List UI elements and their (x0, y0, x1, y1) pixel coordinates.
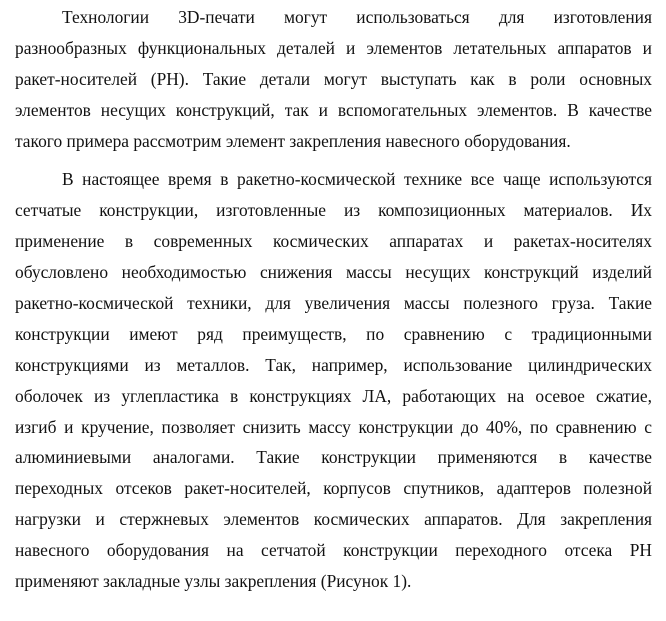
text-line: навесного оборудования на сетчатой конструкции переходного отсека РН (15, 540, 652, 561)
text-line: В настоящее время в ракетно-космической технике все чаще используются (62, 169, 652, 190)
document-page (15, 0, 652, 597)
paragraph-spacer (15, 156, 652, 164)
text-line: применение в современных космических аппаратах и ракетах-носителях (15, 231, 652, 252)
text-line: оболочек из углепластика в конструкциях ЛА, работающих на осевое сжатие, (15, 385, 652, 406)
text-line: элементов несущих конструкций, так и вспомогательных элементов. В качестве (15, 99, 652, 120)
text-line: нагрузки и стержневых элементов космических аппаратов. Для закрепления (15, 509, 652, 530)
text-line: переходных отсеков ракет-носителей, корпусов спутников, адаптеров полезной (15, 478, 652, 499)
text-line: сетчатые конструкции, изготовленные из композиционных материалов. Их (15, 200, 652, 221)
paragraph-2 (15, 164, 652, 596)
text-line: Технологии 3D-печати могут использоваться для изготовления (62, 7, 652, 27)
text-line: изгиб и кручение, позволяет снизить массу конструкции до 40%, по сравнению с (15, 416, 652, 437)
text-line: алюминиевыми аналогами. Такие конструкции применяются в качестве (15, 447, 652, 468)
text-line: разнообразных функциональных деталей и элементов летательных аппаратов и (15, 37, 652, 58)
text-line: ракет-носителей (РН). Такие детали могут выступать как в роли основных (15, 68, 652, 89)
text-line: ракетно-космической техники, для увеличения массы полезного груза. Такие (15, 293, 652, 314)
text-line: такого примера рассмотрим элемент закрепления навесного оборудования. (15, 130, 571, 151)
text-line: конструкции имеют ряд преимуществ, по сравнению с традиционными (15, 323, 652, 344)
paragraph-1 (15, 0, 652, 156)
text-line: применяют закладные узлы закрепления (Рисунок 1). (15, 571, 412, 592)
text-line: обусловлено необходимостью снижения массы несущих конструкций изделий (15, 262, 652, 283)
text-line: конструкциями из металлов. Так, например, использование цилиндрических (15, 354, 652, 375)
